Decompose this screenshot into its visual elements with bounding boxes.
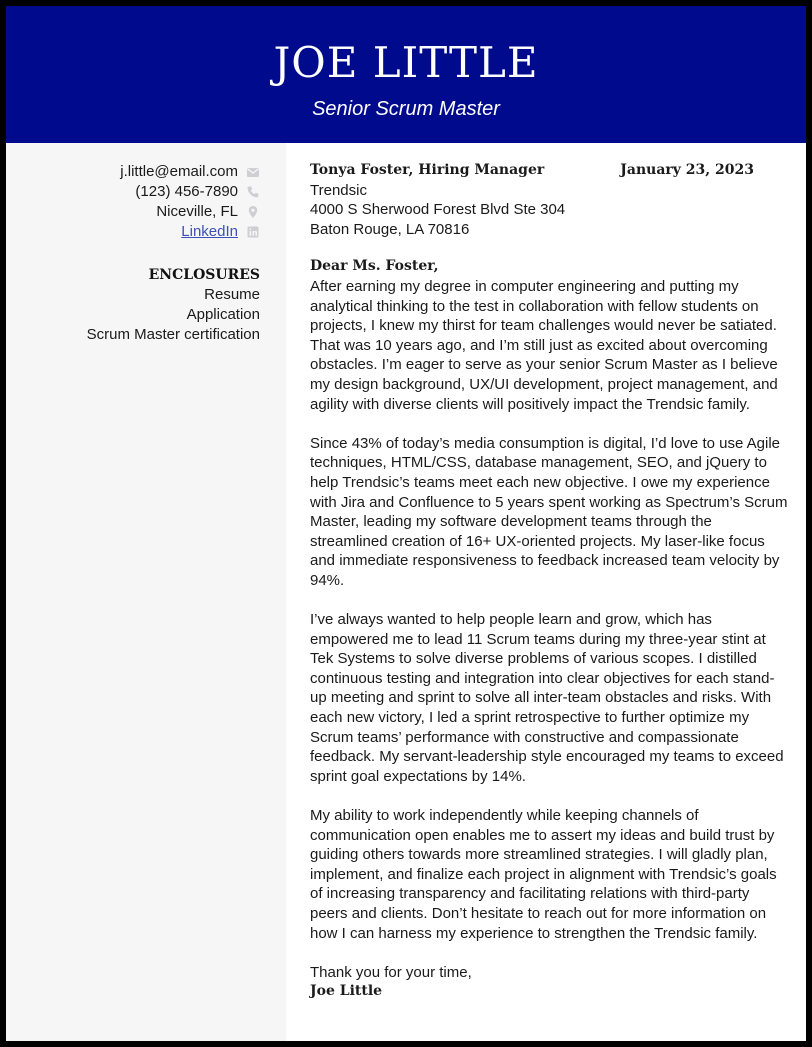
sidebar [6, 143, 286, 1041]
location-row [120, 202, 260, 222]
enclosure-item: Scrum Master certification [86, 326, 260, 343]
cover-letter-page [6, 6, 806, 1041]
envelope-icon [246, 165, 260, 179]
job-title: Senior Scrum Master [312, 98, 500, 120]
linkedin-link[interactable]: LinkedIn [181, 223, 238, 240]
phone-icon [246, 185, 260, 199]
contact-info [120, 162, 260, 242]
location-text: Niceville, FL [156, 203, 238, 220]
header-banner [6, 6, 806, 143]
closing-line: Thank you for your time, [310, 963, 472, 981]
salutation: Dear Ms. Foster, [310, 258, 439, 275]
body-paragraph: Since 43% of today’s media consumption is digital, I’d love to use Agile techniques, HTML/CSS, database management, SEO, and jQuery to help Trendsic’s teams meet each new objective. I owe my experience with Jira and Confluence to 5 years spent working as Spectrum’s Scrum Master, leading my software development teams through the streamlined creation of 16+ UX-oriented projects. My laser-like focus and immediate responsiveness to feedback increased team velocity by 94%. [310, 434, 788, 589]
phone-text: (123) 456-7890 [135, 183, 238, 200]
signature-name: Joe Little [310, 983, 383, 1000]
recipient-city: Baton Rouge, LA 70816 [310, 220, 470, 238]
linkedin-row [120, 222, 260, 242]
body-paragraph: After earning my degree in computer engineering and putting my analytical thinking to the test in collaboration with fellow students on projects, I knew my thirst for team challenges would never be satiated. That was 10 years ago, and I’m still just as excited about overcoming obstacles. I’m eager to serve as your senior Scrum Master as I believe my design background, UX/UI development, project management, and agility with diverse clients will positively impact the Trendsic family. [310, 277, 778, 413]
applicant-name: JOE LITTLE [273, 38, 539, 87]
body-paragraph: My ability to work independently while keeping channels of communication open enables me to assert my ideas and build trust by guiding others towards more streamlined strategies. I will gladly plan, implement, and finalize each project in alignment with Trendsic’s goals of increasing transparency and facilitating relations with third-party peers and clients. Don’t hesitate to reach out for more information on how I can harness my experience to strengthen the Trendsic family. [310, 807, 777, 942]
letter-body [310, 161, 788, 1002]
enclosures-section [87, 265, 260, 345]
enclosure-item: Resume [204, 286, 260, 303]
body-paragraph: I’ve always wanted to help people learn and grow, which has empowered me to lead 11 Scrum teams during my three-year stint at Tek Systems to solve diverse problems of various scopes. I distilled continuous testing and integration into clear objectives for each stand-up meeting and sprint to solve all inter-team obstacles and risks. With each new victory, I led a sprint retrospective to further optimize my Scrum teams’ performance with constructive and compassionate feedback. My servant-leadership style encouraged my teams to exceed sprint goal expectations by 14%. [310, 611, 784, 785]
recipient-block [310, 161, 788, 239]
recipient-name: Tonya Foster, Hiring Manager [310, 162, 545, 178]
enclosures-heading: ENCLOSURES [148, 267, 260, 283]
email-row [120, 162, 260, 182]
email-text: j.little@email.com [120, 163, 238, 180]
recipient-street: 4000 S Sherwood Forest Blvd Ste 304 [310, 201, 566, 219]
linkedin-icon [246, 225, 260, 239]
recipient-company: Trendsic [310, 181, 367, 199]
enclosure-item: Application [186, 306, 260, 323]
map-pin-icon [246, 205, 260, 219]
phone-row [120, 182, 260, 202]
letter-date: January 23, 2023 [620, 162, 754, 178]
